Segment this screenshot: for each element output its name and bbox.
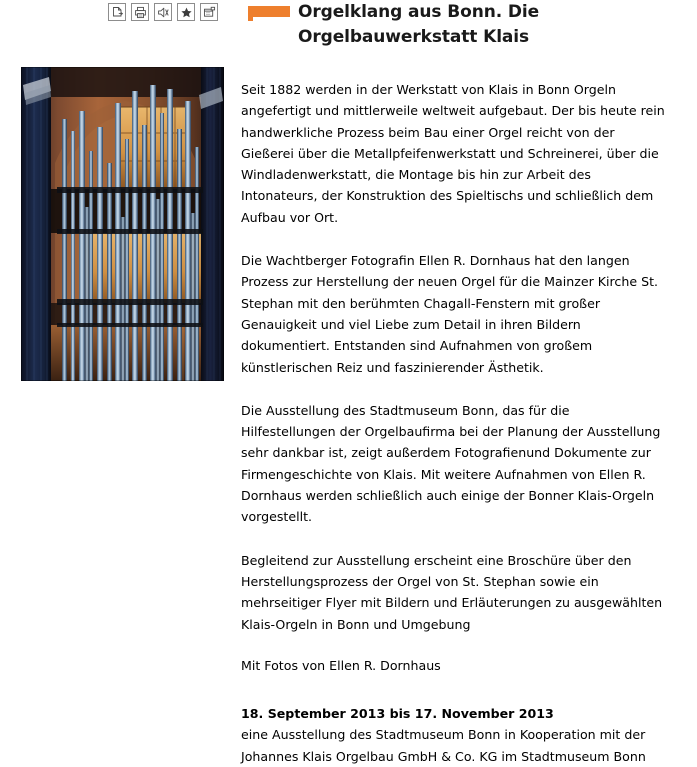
article-paragraph: Seit 1882 werden in der Werkstatt von Klais in Bonn Orgeln angefertigt und mittlerweile weltweit aufgebaut. Der bis heute rein handwerkliche Prozess beim Bau einer Orgel reicht von der Gießerei über die Metallpfeifenwerkstatt und Schreinerei, über die Windladenwerkstatt, die Montage bis hin zur Arbeit des Intonateurs, der Konstruktion des Spieltischs und schließlich dem Aufbau vor Ort. [241, 82, 665, 225]
send-page-icon [111, 6, 124, 19]
article-paragraph: Begleitend zur Ausstellung erscheint eine Broschüre über den Herstellungsprozess der Orgel von St. Stephan sowie ein mehrseitiger Flyer mit Bildern und Erläuterungen zu ausgewählten Klais-Orgeln in Bonn und Umgebung [241, 552, 663, 632]
print-button[interactable] [131, 3, 149, 21]
page-tools-toolbar [108, 3, 218, 21]
exhibition-dates: 18. September 2013 bis 17. November 2013 [241, 706, 554, 722]
article-photo [21, 67, 224, 381]
new-window-icon [203, 6, 216, 19]
page-title-block [248, 0, 678, 50]
photo-credit: Mit Fotos von Ellen R. Dornhaus [241, 657, 441, 673]
page-title: Orgelklang aus Bonn. Die Orgelbauwerkstatt Klais [298, 2, 540, 47]
print-icon [134, 6, 147, 19]
send-page-button[interactable] [108, 3, 126, 21]
orange-marker-bar [248, 6, 290, 17]
article-paragraph: Die Wachtberger Fotografin Ellen R. Dornhaus hat den langen Prozess zur Herstellung der neuen Orgel für die Mainzer Kirche St. Stephan mit den berühmten Chagall-Fenstern mit großer Genauigkeit und viel Liebe zum Detail in ihren Bildern dokumentiert. Entstanden sind Aufnahmen von großem künstlerischen Reiz und faszinierender Ästhetik. [241, 253, 659, 375]
speaker-icon [157, 6, 170, 19]
new-window-button[interactable] [200, 3, 218, 21]
exhibition-organizer: eine Ausstellung des Stadtmuseum Bonn in Kooperation mit der Johannes Klais Orgelbau GmbH & Co. KG im Stadtmuseum Bonn [241, 727, 646, 764]
article-body [241, 79, 665, 767]
star-icon [180, 6, 193, 19]
bookmark-button[interactable] [177, 3, 195, 21]
speaker-button[interactable] [154, 3, 172, 21]
organ-pipes-image [21, 67, 224, 381]
article-paragraph: Die Ausstellung des Stadtmuseum Bonn, das für die Hilfestellungen der Orgelbaufirma bei der Planung der Ausstellung sehr dankbar ist, zeigt außerdem Fotografienund Dokumente zur Firmengeschichte von Klais. Mit weitere Aufnahmen von Ellen R. Dornhaus werden schließlich auch einige der Bonner Klais-Orgeln vorgestellt. [241, 402, 661, 525]
